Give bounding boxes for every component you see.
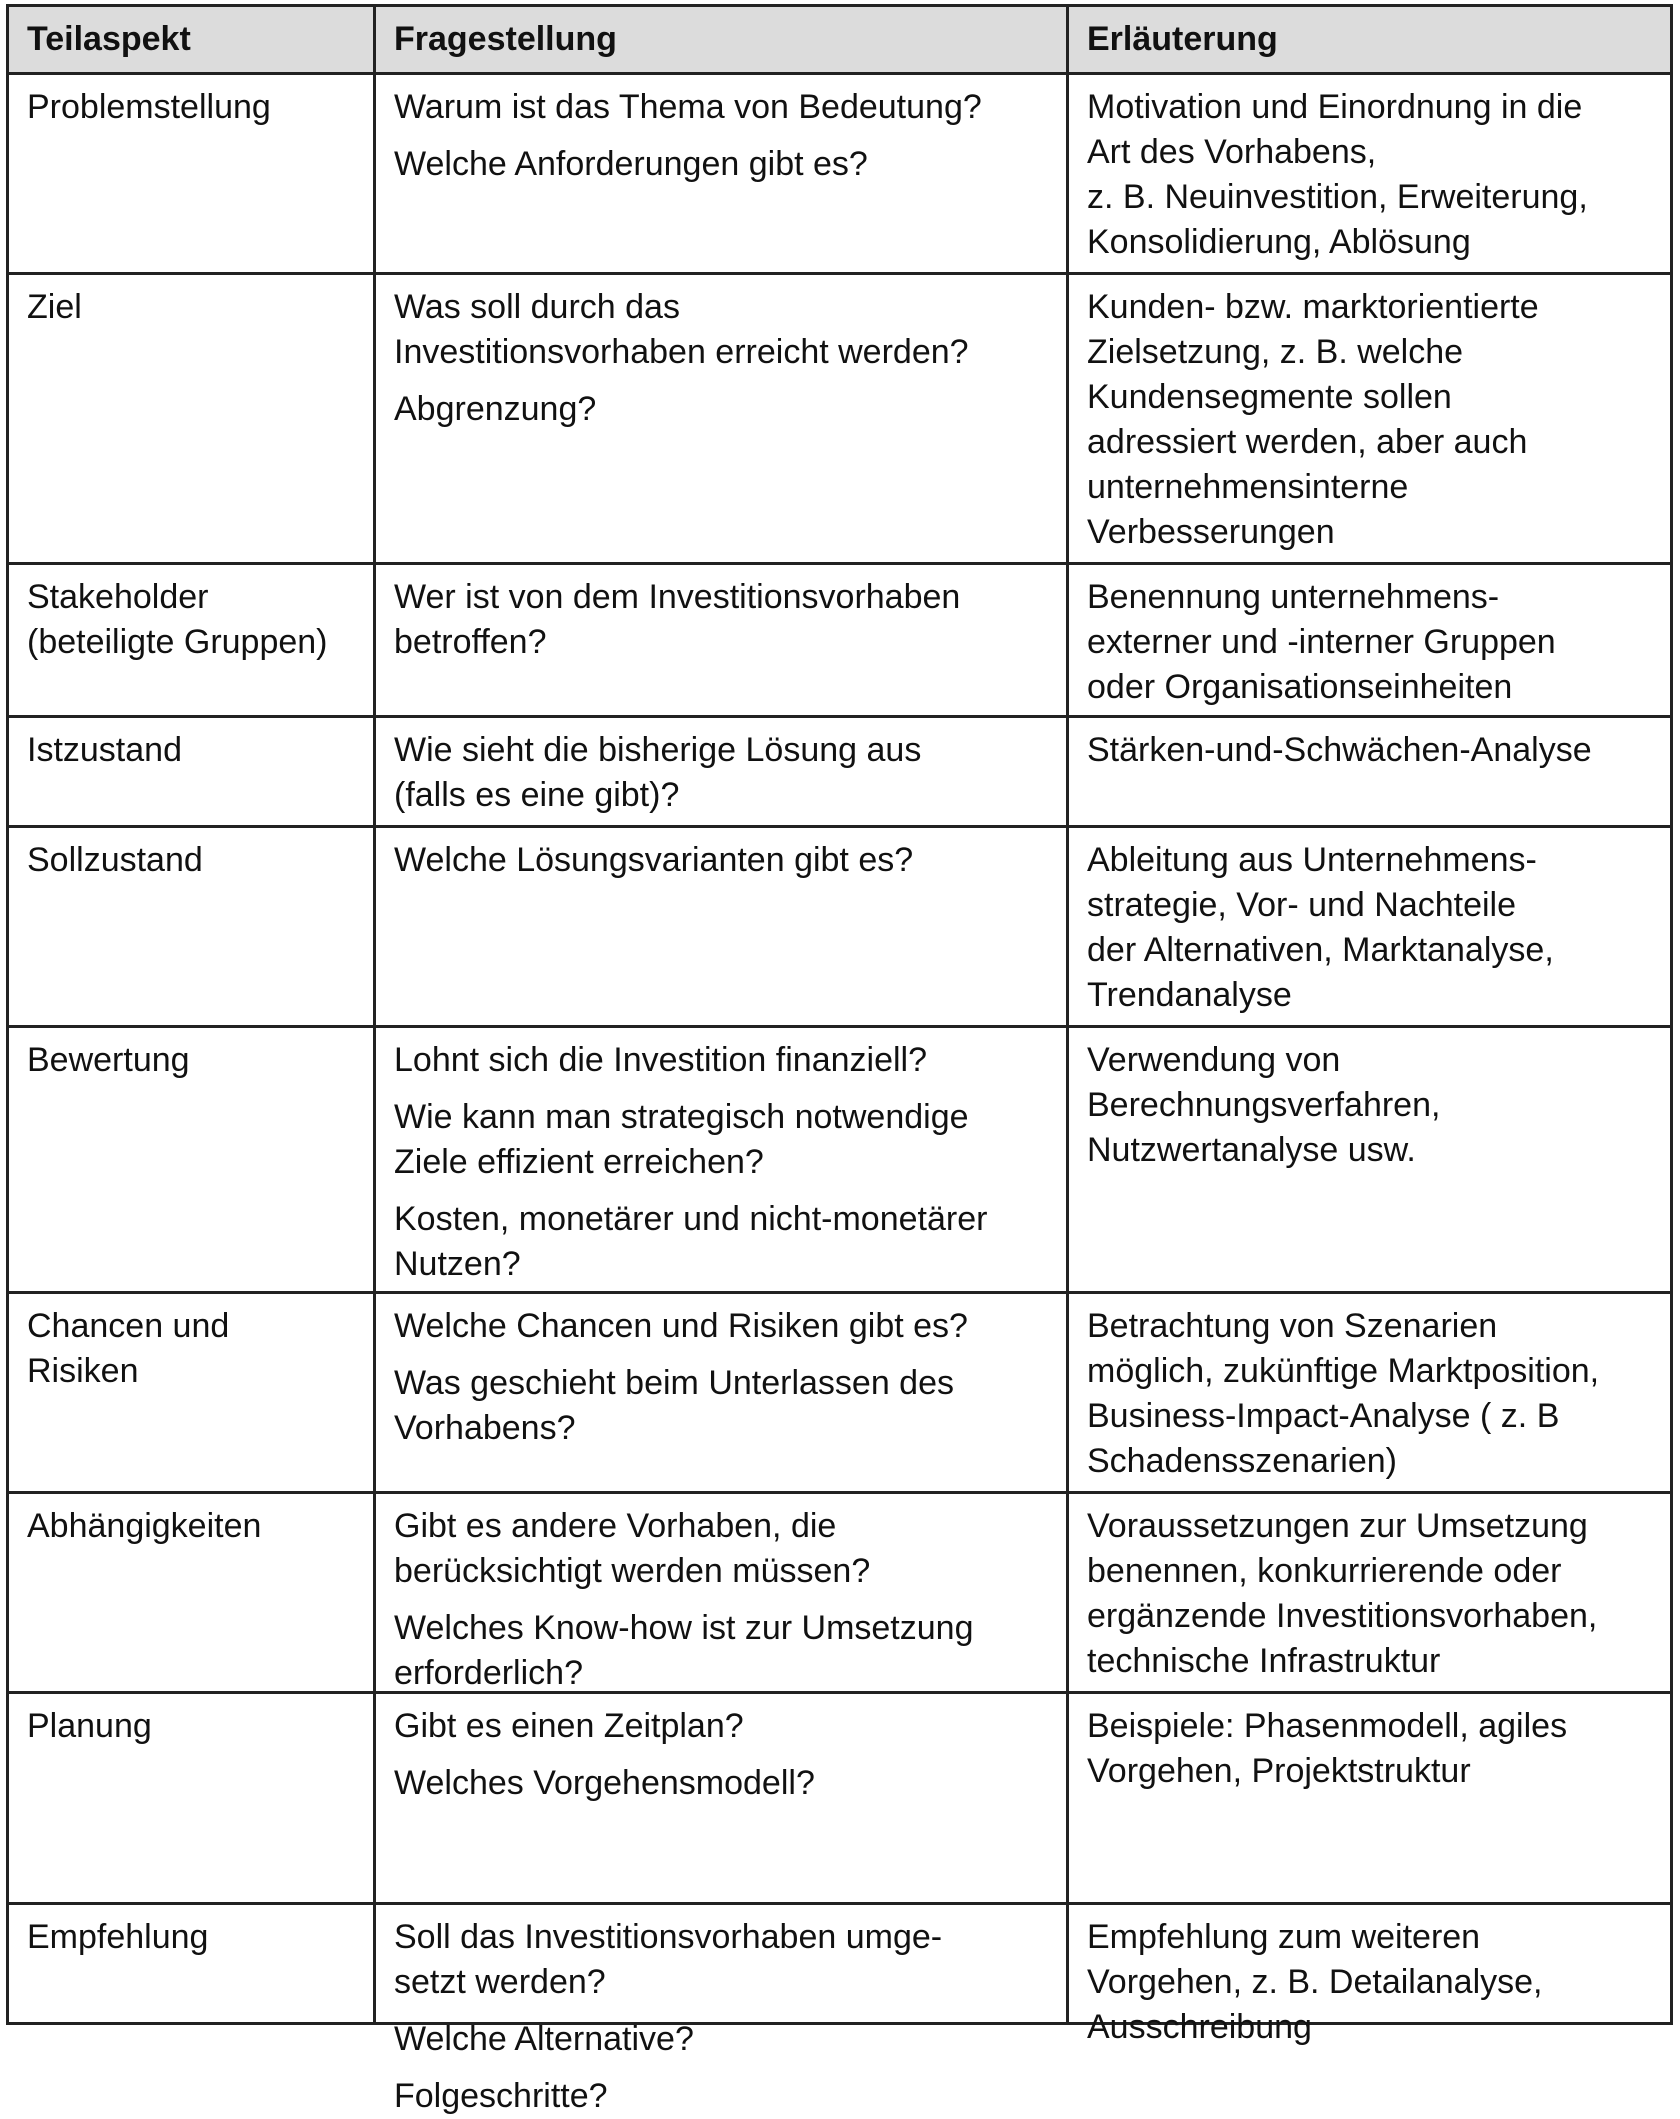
explanation-text: der Alternativen, Marktanalyse, [1087, 931, 1554, 969]
aspect-text: Sollzustand [27, 841, 203, 879]
question-text: Welche Lösungsvarianten gibt es? [394, 841, 914, 879]
explanation-text: Zielsetzung, z. B. welche [1087, 333, 1464, 371]
aspect-text: Problemstellung [27, 88, 271, 126]
question-text: Was soll durch das [394, 288, 680, 326]
explanation-text: adressiert werden, aber auch [1087, 423, 1528, 461]
header-teilaspekt: Teilaspekt [6, 4, 376, 75]
question-text: Warum ist das Thema von Bedeutung? [394, 88, 982, 126]
explanation-text: Verbesserungen [1087, 513, 1335, 551]
question-text: Wie sieht die bisherige Lösung aus [394, 731, 922, 769]
question-text: Ziele effizient erreichen? [394, 1143, 764, 1181]
question-text: Welches Know-how ist zur Umsetzung [394, 1609, 974, 1647]
question-paragraph [394, 285, 1050, 375]
question-text: Gibt es einen Zeitplan? [394, 1707, 744, 1745]
investment-aspects-table [6, 4, 1673, 2115]
question-cell [376, 1494, 1069, 1694]
question-text: betroffen? [394, 623, 547, 661]
explanation-text: Ausschreibung [1087, 2008, 1312, 2046]
explanation-text: Empfehlung zum weiteren [1087, 1918, 1481, 1956]
header-erlaeuterung: Erläuterung [1069, 4, 1673, 75]
question-paragraph [394, 142, 1050, 187]
explanation-cell [1069, 565, 1673, 718]
explanation-cell [1069, 275, 1673, 565]
explanation-text: Kundensegmente sollen [1087, 378, 1452, 416]
question-paragraph [394, 1761, 1050, 1806]
explanation-text: technische Infrastruktur [1087, 1642, 1441, 1680]
explanation-cell [1069, 828, 1673, 1028]
question-text: Nutzen? [394, 1245, 521, 1283]
explanation-text: ergänzende Investitionsvorhaben, [1087, 1597, 1598, 1635]
question-text: erforderlich? [394, 1654, 583, 1692]
question-text: Was geschieht beim Unterlassen des [394, 1364, 955, 1402]
explanation-text: Benennung unternehmens- [1087, 578, 1500, 616]
question-cell [376, 718, 1069, 828]
aspect-cell [6, 1694, 376, 1905]
aspect-text: Bewertung [27, 1041, 190, 1079]
explanation-text: möglich, zukünftige Marktposition, [1087, 1352, 1600, 1390]
explanation-text: strategie, Vor- und Nachteile [1087, 886, 1517, 924]
explanation-cell [1069, 1494, 1673, 1694]
explanation-text: oder Organisationseinheiten [1087, 668, 1513, 706]
aspect-cell [6, 828, 376, 1028]
header-fragestellung: Fragestellung [376, 4, 1069, 75]
explanation-text: Berechnungsverfahren, [1087, 1086, 1441, 1124]
question-text: Investitionsvorhaben erreicht werden? [394, 333, 969, 371]
question-text: Welche Chancen und Risiken gibt es? [394, 1307, 968, 1345]
question-paragraph [394, 1504, 1050, 1594]
question-cell [376, 275, 1069, 565]
aspect-cell [6, 1028, 376, 1294]
explanation-text: Stärken-und-Schwächen-Analyse [1087, 731, 1592, 769]
question-text: Vorhabens? [394, 1409, 576, 1447]
aspect-text: Chancen und [27, 1307, 230, 1345]
question-text: Wer ist von dem Investitionsvorhaben [394, 578, 961, 616]
explanation-text: Nutzwertanalyse usw. [1087, 1131, 1416, 1169]
question-text: setzt werden? [394, 1963, 606, 2001]
question-paragraph [394, 2074, 1050, 2119]
explanation-cell [1069, 1694, 1673, 1905]
question-text: Kosten, monetärer und nicht-monetärer [394, 1200, 988, 1238]
question-cell [376, 565, 1069, 718]
question-text: Abgrenzung? [394, 390, 597, 428]
explanation-text: externer und -interner Gruppen [1087, 623, 1556, 661]
question-text: Soll das Investitionsvorhaben umge- [394, 1918, 943, 1956]
aspect-cell [6, 75, 376, 275]
question-paragraph [394, 1095, 1050, 1185]
explanation-text: Voraussetzungen zur Umsetzung [1087, 1507, 1588, 1545]
explanation-text: Art des Vorhabens, [1087, 133, 1377, 171]
question-text: Welches Vorgehensmodell? [394, 1764, 815, 1802]
question-text: Welche Anforderungen gibt es? [394, 145, 868, 183]
question-paragraph [394, 387, 1050, 432]
explanation-text: Konsolidierung, Ablösung [1087, 223, 1471, 261]
question-paragraph [394, 1704, 1050, 1749]
question-paragraph [394, 1038, 1050, 1083]
explanation-cell [1069, 1294, 1673, 1494]
question-paragraph [394, 838, 1050, 883]
aspect-cell [6, 718, 376, 828]
question-cell [376, 1294, 1069, 1494]
aspect-cell [6, 275, 376, 565]
explanation-text: z. B. Neuinvestition, Erweiterung, [1087, 178, 1588, 216]
question-text: Folgeschritte? [394, 2077, 608, 2115]
question-paragraph [394, 575, 1050, 665]
explanation-cell [1069, 1905, 1673, 2046]
aspect-text: Abhängigkeiten [27, 1507, 262, 1545]
explanation-cell [1069, 75, 1673, 275]
question-text: Wie kann man strategisch notwendige [394, 1098, 969, 1136]
explanation-text: Business-Impact-Analyse ( z. B [1087, 1397, 1560, 1435]
aspect-cell [6, 565, 376, 718]
question-paragraph [394, 1361, 1050, 1451]
aspect-text: Istzustand [27, 731, 182, 769]
explanation-cell [1069, 1028, 1673, 1294]
explanation-text: Verwendung von [1087, 1041, 1341, 1079]
question-cell [376, 1905, 1069, 2115]
question-text: Gibt es andere Vorhaben, die [394, 1507, 837, 1545]
question-text: Lohnt sich die Investition finanziell? [394, 1041, 927, 1079]
explanation-text: Betrachtung von Szenarien [1087, 1307, 1498, 1345]
question-paragraph [394, 1304, 1050, 1349]
question-paragraph [394, 85, 1050, 130]
question-paragraph [394, 1197, 1050, 1287]
question-cell [376, 828, 1069, 1028]
explanation-text: Vorgehen, Projektstruktur [1087, 1752, 1471, 1790]
aspect-text: Ziel [27, 288, 82, 326]
explanation-text: unternehmensinterne [1087, 468, 1409, 506]
aspect-cell [6, 1905, 376, 2025]
question-text: Welche Alternative? [394, 2020, 694, 2058]
aspect-cell [6, 1294, 376, 1494]
explanation-text: Kunden- bzw. marktorientierte [1087, 288, 1539, 326]
aspect-text: (beteiligte Gruppen) [27, 623, 328, 661]
explanation-text: Ableitung aus Unternehmens- [1087, 841, 1537, 879]
question-cell [376, 75, 1069, 275]
question-text: (falls es eine gibt)? [394, 776, 680, 814]
question-paragraph [394, 1606, 1050, 1696]
question-cell [376, 1694, 1069, 1905]
explanation-text: Beispiele: Phasenmodell, agiles [1087, 1707, 1568, 1745]
explanation-text: benennen, konkurrierende oder [1087, 1552, 1562, 1590]
aspect-text: Stakeholder [27, 578, 209, 616]
aspect-text: Risiken [27, 1352, 139, 1390]
question-paragraph [394, 2017, 1050, 2062]
question-paragraph [394, 728, 1050, 818]
question-cell [376, 1028, 1069, 1294]
aspect-text: Planung [27, 1707, 152, 1745]
explanation-cell [1069, 718, 1673, 828]
explanation-text: Trendanalyse [1087, 976, 1292, 1014]
aspect-cell [6, 1494, 376, 1694]
question-text: berücksichtigt werden müssen? [394, 1552, 871, 1590]
explanation-text: Motivation und Einordnung in die [1087, 88, 1583, 126]
explanation-text: Schadensszenarien) [1087, 1442, 1397, 1480]
explanation-text: Vorgehen, z. B. Detailanalyse, [1087, 1963, 1543, 2001]
aspect-text: Empfehlung [27, 1918, 209, 1956]
question-paragraph [394, 1915, 1050, 2005]
